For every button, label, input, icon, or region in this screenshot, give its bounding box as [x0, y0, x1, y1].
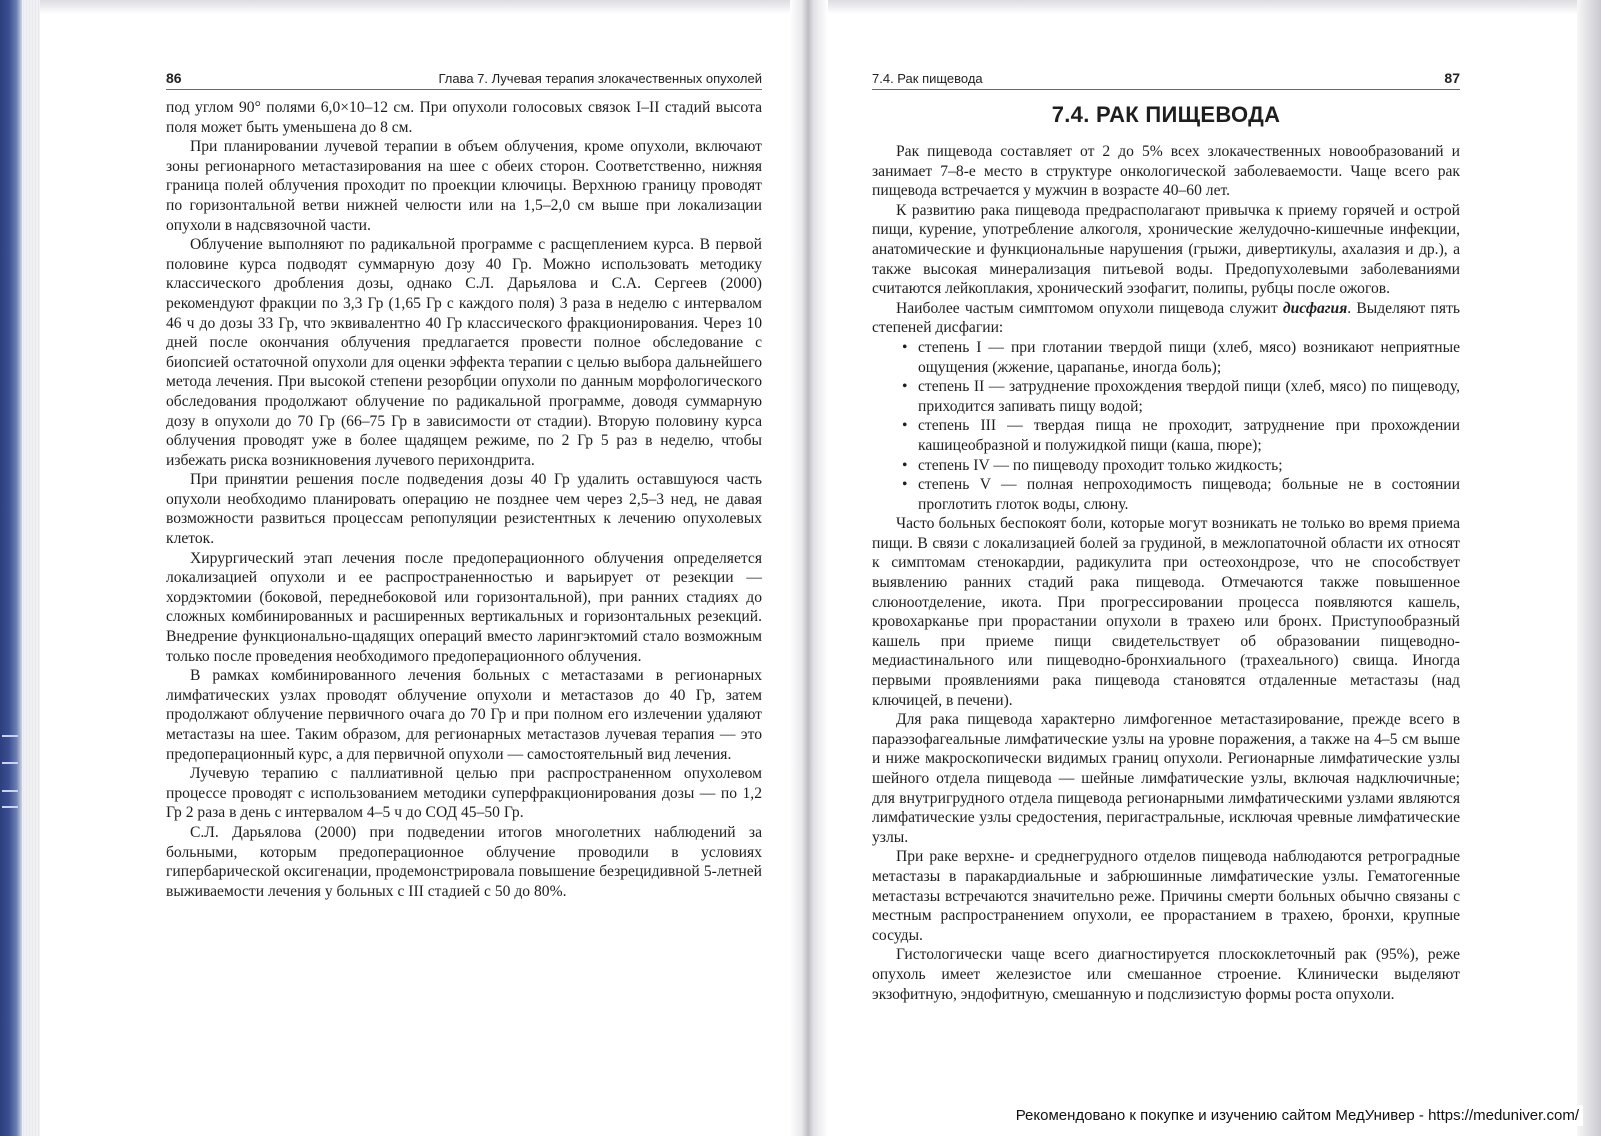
list-item-text: степень II — затруднение прохождения твердой пищи (хлеб, мясо) по пищеводу, приходится запивать пищу водой; — [918, 378, 1460, 415]
paragraph: К развитию рака пищевода предрасполагают привычка к приему горячей и острой пищи, курение, употребление алкоголя, хронические желудочно-кишечные инфекции, анатомические и функциональные нарушения (грыжи, дивертикулы, ахалазия и др.), а также высокая минерализация питьевой воды. Предопухолевыми заболеваниями считаются лейкоплакия, хронический эзофагит, полипы, рубцы после ожогов. — [872, 201, 1460, 298]
paragraph: При принятии решения после подведения дозы 40 Гр удалить оставшуюся часть опухоли необходимо планировать операцию не позднее чем через 2,5–3 нед, не давая возможности развиться процессам репопуляции резистентных к лечению опухолевых клеток. — [166, 471, 762, 548]
paragraph: Часто больных беспокоят боли, которые могут возникать не только во время приема пищи. В связи с локализацией болей за грудиной, в межлопаточной области их относят к симптомам стенокардии, радикулита при остеохондрозе, что не способствует выявлению ранних стадий рака пищевода. Отмечаются также повышенное слюноотделение, икота. При прогрессировании процесса появляются кашель, кровохарканье при прорастании опухоли в трахею или бронх. Приступообразный кашель при приеме пищи свидетельствует об образовании пищеводно-медиастинального или пищеводно-бронхиального (трахеального) свища. Иногда первыми проявлениями рака пищевода становятся отдаленные метастазы (над ключицей, в печени). — [872, 515, 1460, 709]
list-item-text: степень V — полная непроходимость пищевода; больные не в состоянии проглотить глоток воды, слюну. — [918, 476, 1460, 513]
paragraph: Облучение выполняют по радикальной программе с расщеплением курса. В первой половине курса подводят суммарную дозу 40 Гр. Можно использовать методику классического дробления дозы, однако С.Л. Дарьялова и С.А. Сергеев (2000) рекомендуют фракции по 3,3 Гр (1,65 Гр с каждого поля) 3 раза в неделю с интервалом 46 ч до дозы 33 Гр, что эквивалентно 40 Гр классического фракционирования. Через 10 дней после окончания облучения предлагается провести полное обследование с биопсией остаточной опухоли для оценки эффекта терапии с целью выбора дальнейшего метода лечения. При высокой степени резорбции опухоли по данным морфологического обследования продолжают облучение по радикальной программе, доводя суммарную дозу в опухоли до 70 Гр (66–75 Гр в зависимости от стадии). Вторую половину курса облучения проводят уже в более щадящем режиме, по 2 Гр 5 раз в неделю, чтобы избежать риска возникновения лучевого перихондрита. — [166, 236, 762, 469]
list-item-text: степень IV — по пищеводу проходит только жидкость; — [918, 456, 1283, 474]
list-item — [872, 456, 1460, 476]
page-edge-mark — [2, 790, 18, 792]
paragraph: В рамках комбинированного лечения больных с метастазами в регионарных лимфатических узлах проводят облучение опухоли и метастазов до 40 Гр, затем продолжают облучение первичного очага до 70 Гр и при полном его излечении удаляют метастазы на шее. Таким образом, для регионарных метастазов лучевая терапия — это предоперационный курс, а для первичной опухоли — самостоятельный вид лечения. — [166, 667, 762, 763]
paragraph: Гистологически чаще всего диагностируется плоскоклеточный рак (95%), реже опухоль имеет железистое или смешанное строение. Клинически выделяют экзофитную, эндофитную, смешанную и подслизистую формы роста опухоли. — [872, 946, 1460, 1003]
watermark-footer: Рекомендовано к покупке и изучению сайтом МедУнивер - https://meduniver.com/ — [1012, 1105, 1583, 1126]
page-number-left: 86 — [166, 70, 182, 86]
page-edge-mark — [2, 806, 18, 808]
right-page-body — [872, 142, 1460, 1004]
paragraph: Для рака пищевода характерно лимфогенное метастазирование, прежде всего в параэзофагеальные лимфатические узлы на уровне поражения, а также на 4–5 см выше и ниже макроскопически видимых границ опухоли. Регионарные лимфатические узлы шейного отдела пищевода — шейные лимфатические узлы, включая надключичные; для внутригрудного отдела пищевода регионарными лимфатическими узлами являются лимфатические узлы средостения, перигастральные, исключая чревные лимфатические узлы. — [872, 711, 1460, 846]
paragraph-text: Наиболее частым симптомом опухоли пищевода служит — [896, 299, 1283, 317]
bullet-icon: • — [902, 476, 908, 494]
bullet-icon: • — [902, 456, 908, 474]
running-head-left: Глава 7. Лучевая терапия злокачественных опухолей — [438, 71, 762, 86]
paragraph: При планировании лучевой терапии в объем облучения, кроме опухоли, включают зоны регионарного метастазирования на шее с обеих сторон. Соответственно, нижняя граница полей облучения проходит по проекции ключицы. Верхнюю границу проводят по горизонтальной ветви нижней челюсти или на 1,5–2,0 см выше при локализации опухоли в надсвязочной части. — [166, 138, 762, 234]
page-stack-edge — [22, 0, 40, 1136]
paragraph-text: . Выделяют пять степеней дисфагии: — [872, 299, 1460, 337]
left-page-body — [166, 98, 762, 901]
paragraph: Рак пищевода составляет от 2 до 5% всех злокачественных новообразований и занимает 7–8-е место в структуре онкологической заболеваемости. Чаще всего рак пищевода встречается у мужчин в возрасте 40–60 лет. — [872, 143, 1460, 200]
book-gutter — [790, 0, 828, 1136]
list-item-text: степень I — при глотании твердой пищи (хлеб, мясо) возникают неприятные ощущения (жжение, царапанье, иногда боль); — [918, 338, 1460, 376]
list-item — [872, 377, 1460, 416]
bullet-icon: • — [902, 338, 908, 356]
paragraph: под углом 90° полями 6,0×10–12 см. При опухоли голосовых связок I–II стадий высота поля может быть уменьшена до 8 см. — [166, 99, 762, 136]
running-header-left — [166, 68, 762, 90]
paragraph: Лучевую терапию с паллиативной целью при распространенном опухолевом процессе проводят с использованием методики суперфракционирования дозы — по 1,2 Гр 2 раза в день с интервалом 4–5 ч до СОД 45–50 Гр. — [166, 765, 762, 822]
section-title: 7.4. РАК ПИЩЕВОДА — [1051, 102, 1281, 127]
bullet-icon: • — [902, 378, 908, 396]
page-edge-mark — [2, 762, 18, 764]
paragraph: При раке верхне- и среднегрудного отделов пищевода наблюдаются ретроградные метастазы в паракардиальные и забрюшинные лимфатические узлы. Гематогенные метастазы встречаются значительно реже. Причины смерти больных обычно связаны с местным распространением опухоли, ее прорастанием в трахею, бронхи, крупные сосуды. — [872, 848, 1460, 944]
book-cover-edge — [0, 0, 22, 1136]
list-item — [872, 475, 1460, 514]
right-page — [872, 68, 1460, 1004]
list-item-text: степень III — твердая пища не проходит, затруднение при прохождении кашицеобразной и полужидкой пищи (каша, пюре); — [918, 417, 1460, 454]
running-head-right: 7.4. Рак пищевода — [872, 71, 983, 86]
running-header-right — [872, 68, 1460, 90]
page-edge-mark — [2, 735, 18, 737]
bullet-icon: • — [902, 417, 908, 435]
list-item — [872, 338, 1460, 377]
list-item — [872, 416, 1460, 455]
emphasized-term: дисфагия — [1282, 299, 1348, 317]
dysphagia-grades-list — [872, 338, 1460, 514]
right-page-edge — [1577, 0, 1601, 1136]
paragraph: С.Л. Дарьялова (2000) при подведении итогов многолетних наблюдений за больными, которым предоперационное облучение проводили в условиях гипербарической оксигенации, продемонстрировала повышение безрецидивной 5-летней выживаемости лечения у больных с III стадией с 50 до 80%. — [166, 823, 762, 900]
paragraph-dysphagia — [872, 299, 1460, 338]
left-page — [166, 68, 762, 901]
page-number-right: 87 — [1444, 70, 1460, 86]
paragraph: Хирургический этап лечения после предоперационного облучения определяется локализацией опухоли и ее распространенностью и варьирует от резекции — хордэктомии (боковой, переднебоковой или горизонтальной), при ранних стадиях до сложных комбинированных и расширенных вертикальных и горизонтальных резекций. Внедрение функционально-щадящих операций вместо ларингэктомий стало возможным только после проведения необходимого предоперационного облучения. — [166, 549, 762, 665]
